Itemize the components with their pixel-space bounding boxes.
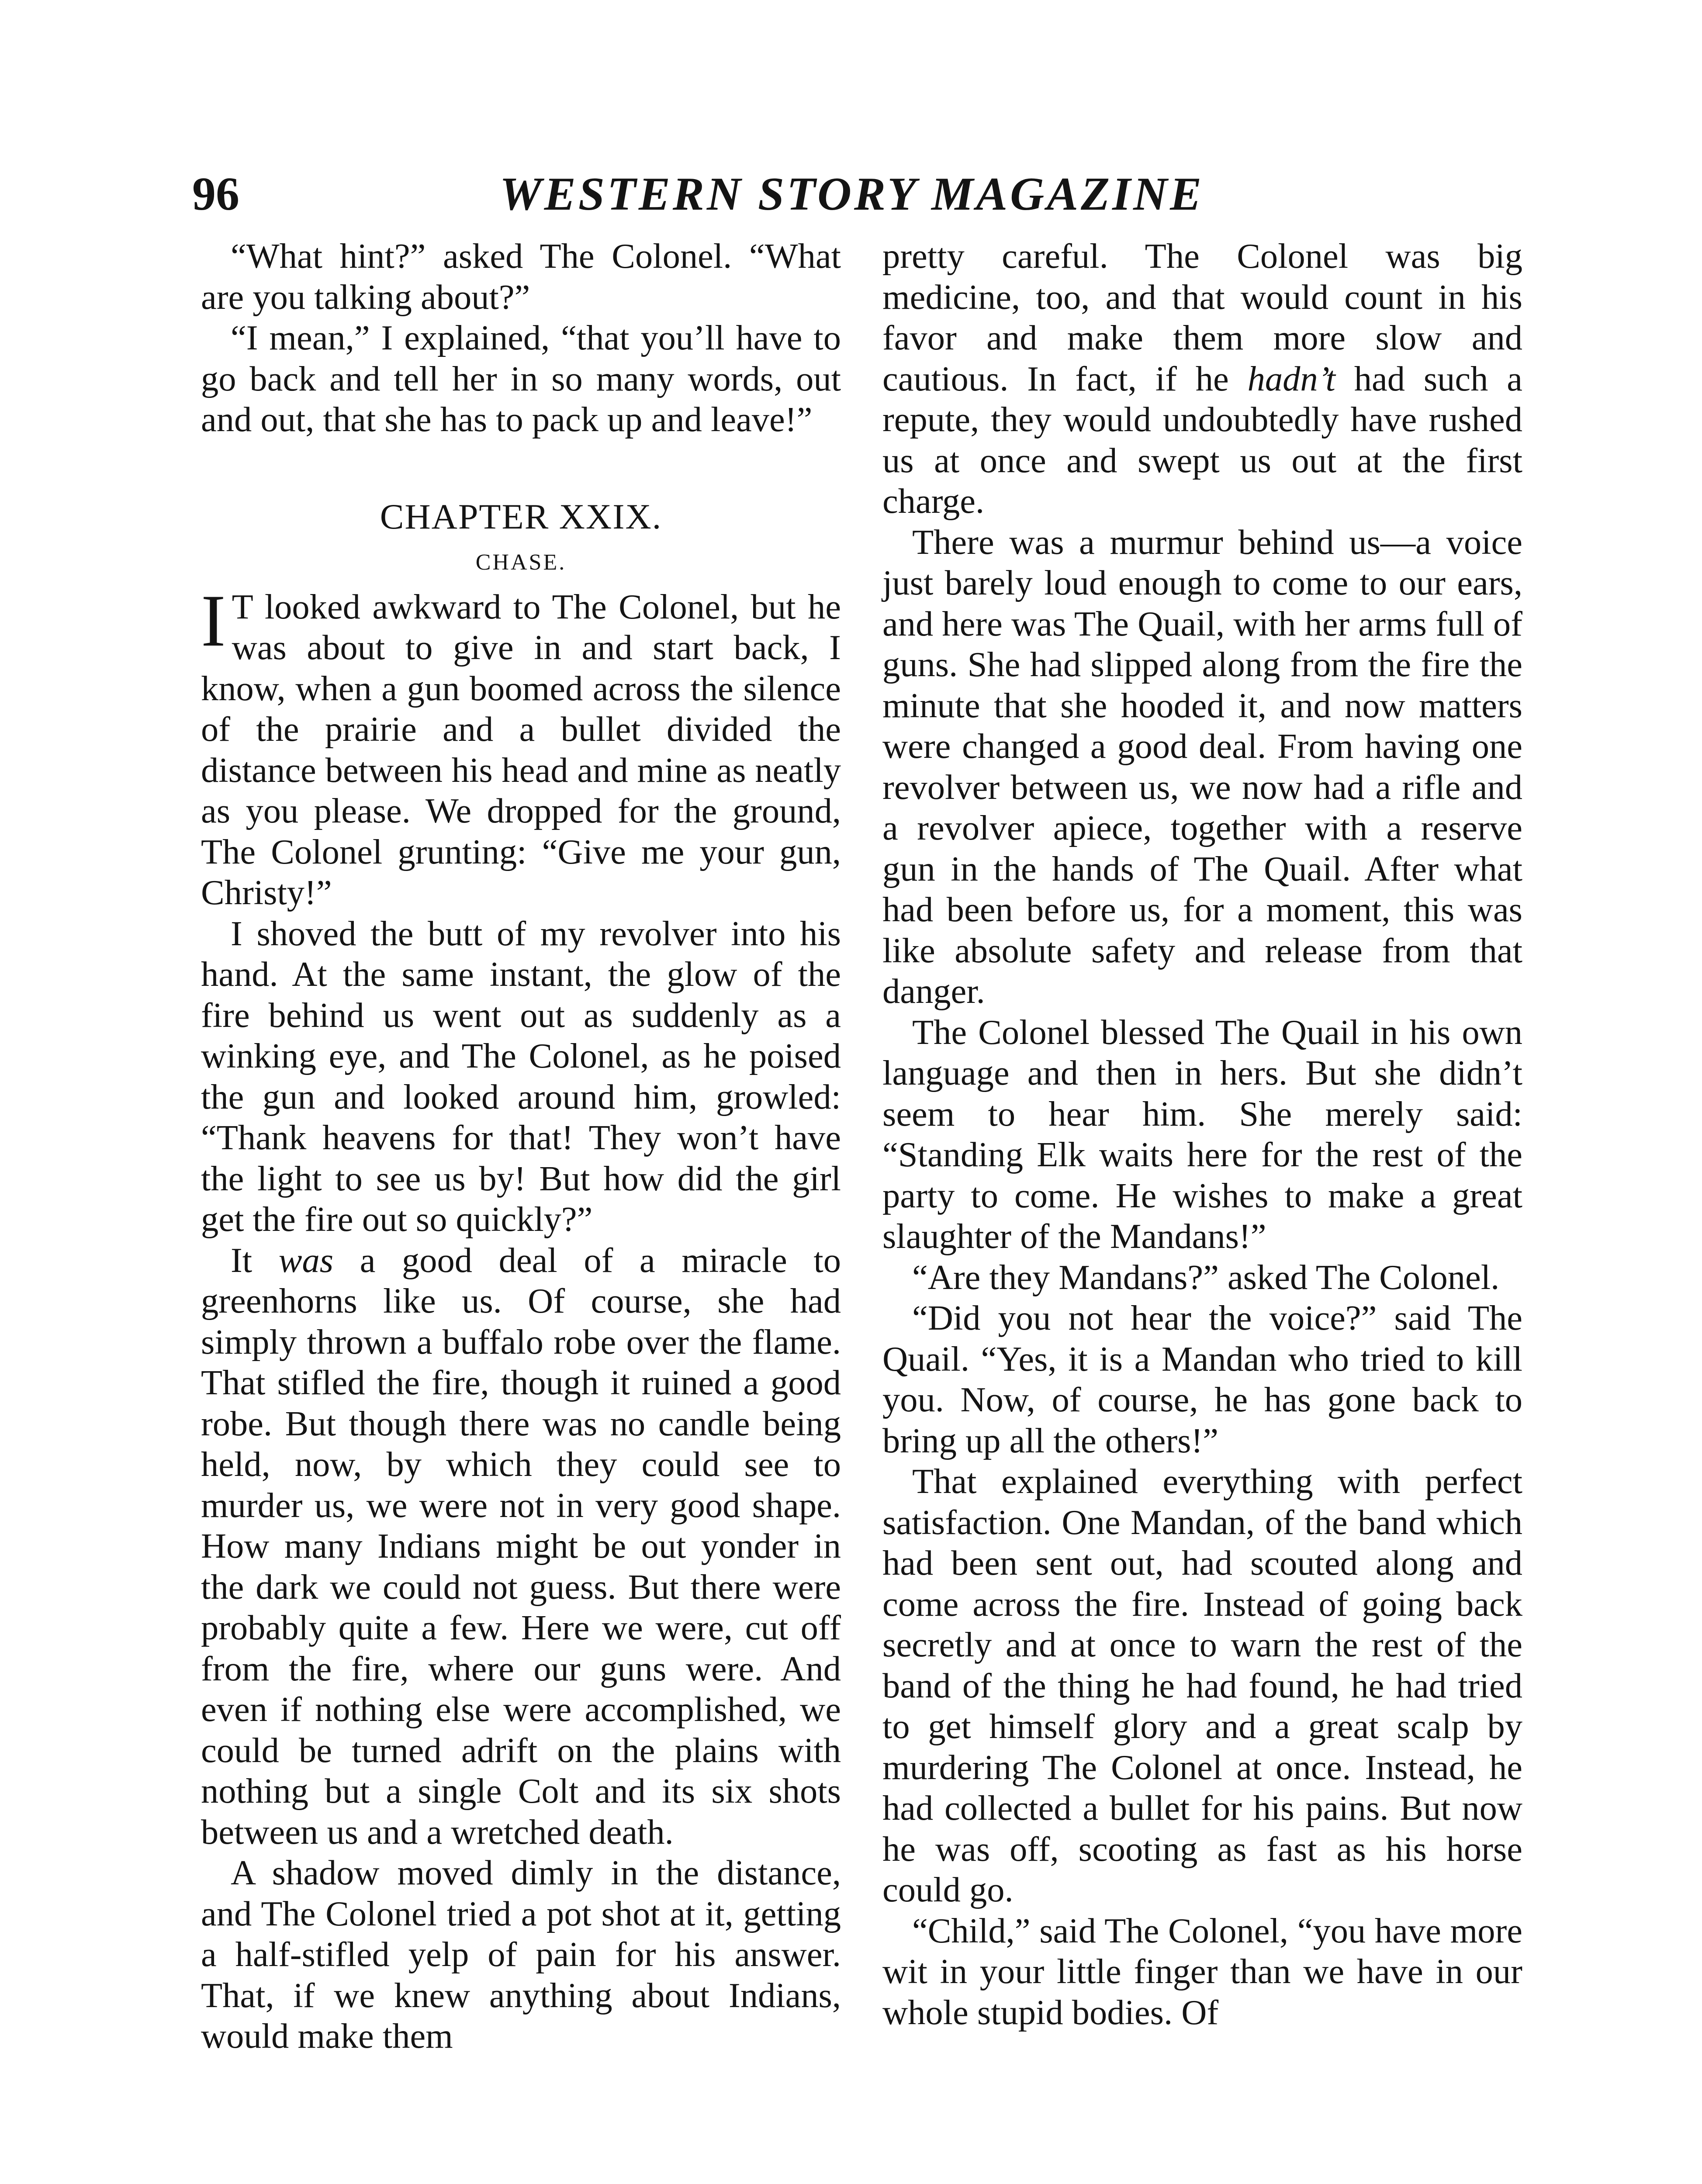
paragraph: A shadow moved dimly in the distance, and The Colonel tried a pot shot at it, getting a half-stifled yelp of pain for his answer. That, if we knew anything about Indians, would make them: [201, 1853, 841, 2056]
paragraph: The Colonel blessed The Quail in his own language and then in hers. But she didn’t seem to hear him. She merely said: “Standing Elk waits here for the rest of the party to come. He wishes to make a great slaughter of the Mandans!”: [882, 1013, 1522, 1256]
running-head: WESTERN STORY MAGAZINE: [499, 168, 1204, 220]
paragraph: I shoved the butt of my revolver into his hand. At the same instant, the glow of the fire behind us went out as suddenly as a winking eye, and The Colonel, as he poised the gun and looked around him, growled: “Thank heavens for that! They won’t have the light to see us by! But how did the girl get the fire out so quickly?”: [201, 914, 841, 1239]
page-header: [192, 162, 1512, 227]
paragraph: “Did you not hear the voice?” said The Quail. “Yes, it is a Mandan who tried to kill you. Now, of course, he has gone back to bring up all the others!”: [882, 1299, 1522, 1460]
paragraph-text: a good deal of a miracle to greenhorns like us. Of course, she had simply thrown a buffalo robe over the flame. That stifled the fire, though it ruined a good robe. But though there was no candle being held, now, by which they could see to murder us, we were not in very good shape. How many Indians might be out yonder in the dark we could not guess. But there were probably quite a few. Here we were, cut off from the fire, where our guns were. And even if nothing else were accomplished, we could be turned adrift on the plains with nothing but a single Colt and its six shots between us and a wretched death.: [201, 1241, 841, 1852]
paragraph: That explained everything with perfect satisfaction. One Mandan, of the band which had been sent out, had scouted along and come across the fire. Instead of going back secretly and at once to warn the rest of the band of the thing he had found, he had tried to get himself glory and a great scalp by murdering The Colonel at once. Instead, he had collected a bullet for his pains. But now he was off, scooting as fast as his horse could go.: [882, 1462, 1522, 1909]
paragraph: [882, 236, 1522, 522]
drop-cap: I: [201, 579, 226, 662]
paragraph: [201, 1240, 841, 1853]
left-column: [201, 236, 841, 2057]
paragraph: “Child,” said The Colonel, “you have more wit in your little finger than we have in our whole stupid bodies. Of: [882, 1911, 1522, 2032]
paragraph-text: It: [231, 1241, 279, 1280]
page-number: 96: [192, 168, 239, 220]
emphasis: hadn’t: [1247, 359, 1335, 398]
emphasis: was: [278, 1241, 334, 1280]
paragraph: There was a murmur behind us—a voice just barely loud enough to come to our ears, and here was The Quail, with her arms full of guns. She had slipped along from the fire the minute that she hooded it, and now matters were changed a good deal. From having one revolver between us, we now had a rifle and a revolver apiece, together with a reserve gun in the hands of The Quail. After what had been before us, for a moment, this was like absolute safety and release from that danger.: [882, 522, 1522, 1011]
right-column: [882, 236, 1522, 2033]
chapter-subtitle: CHASE.: [475, 549, 567, 575]
chapter-opening-paragraph: [201, 579, 841, 913]
paragraph: “I mean,” I explained, “that you’ll have to go back and tell her in so many words, out and out, that she has to pack up and leave!”: [201, 318, 841, 439]
paragraph-text: pretty careful. The Colonel was big medicine, too, and that would count in his favor and make them more slow and cautious. In fact, if he: [882, 237, 1522, 398]
chapter-heading: CHAPTER XXIX.: [380, 496, 662, 536]
paragraph-text: had such a repute, they would undoubtedly have rushed us at once and swept us out at the first charge.: [882, 359, 1522, 521]
paragraph: “What hint?” asked The Colonel. “What are you talking about?”: [201, 237, 841, 317]
paragraph: “Are they Mandans?” asked The Colonel.: [912, 1258, 1500, 1297]
paragraph-text: T looked awkward to The Colonel, but he was about to give in and start back, I know, when a gun boomed across the silence of the prairie and a bullet divided the distance between his head and mine as neatly as you please. We dropped for the ground, The Colonel grunting: “Give me your gun, Christy!”: [201, 587, 841, 912]
